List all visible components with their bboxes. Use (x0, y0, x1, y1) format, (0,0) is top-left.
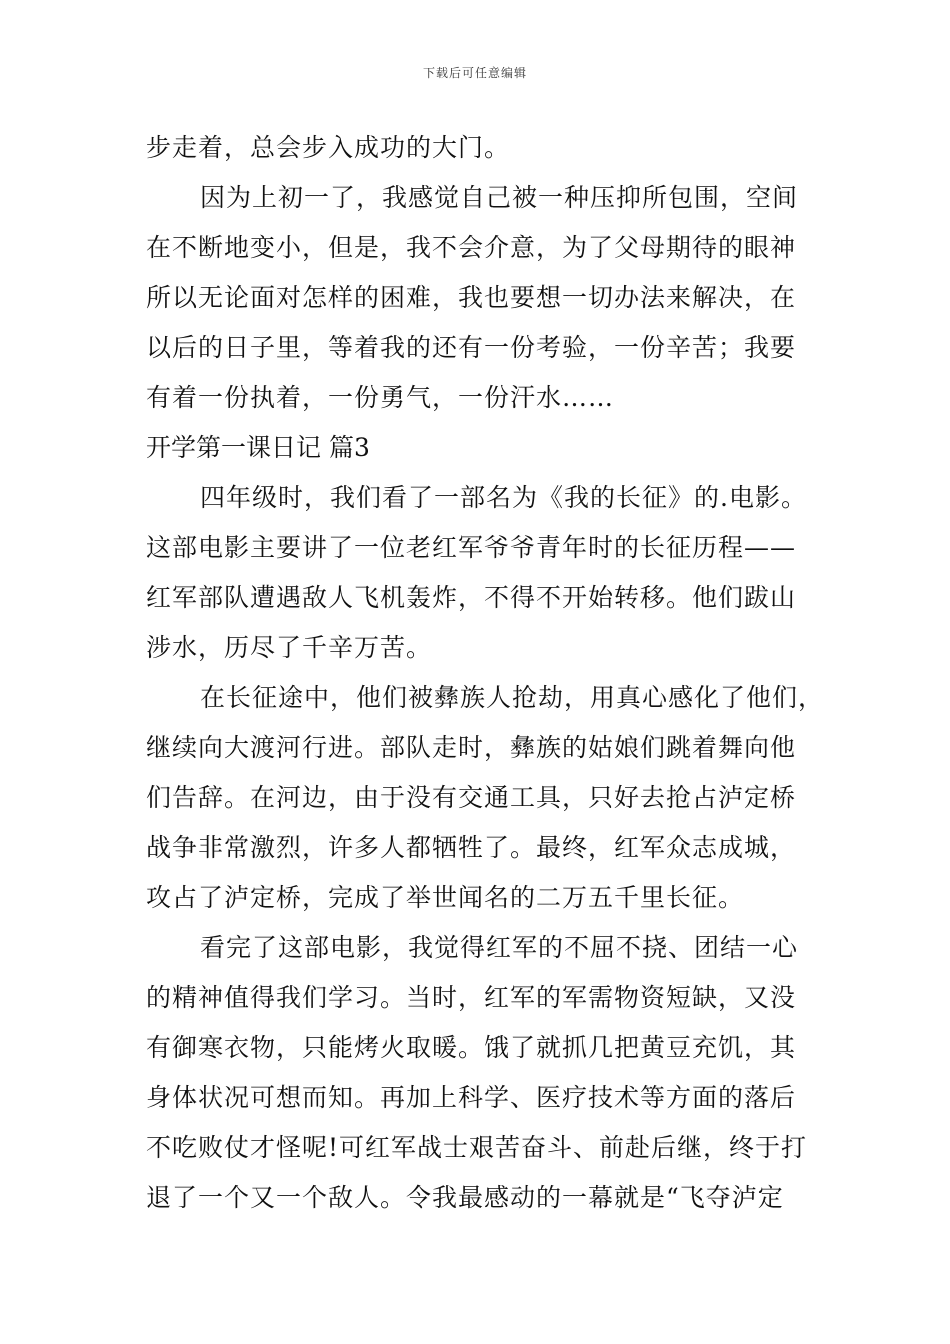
text-line: 红军部队遭遇敌人飞机轰炸，不得不开始转移。他们跋山 (146, 583, 797, 612)
paragraph-first-line: 在长征途中，他们被彝族人抢劫，用真心感化了他们， (200, 683, 825, 712)
paragraph-first-line: 因为上初一了，我感觉自己被一种压抑所包围，空间 (200, 183, 799, 212)
text-line: 继续向大渡河行进。部队走时，彝族的姑娘们跳着舞向他 (146, 733, 797, 762)
text-line: 涉水，历尽了千辛万苦。 (146, 633, 433, 662)
text-line: 不吃败仗才怪呢!可红军战士艰苦奋斗、前赴后继，终于打 (146, 1133, 808, 1162)
paragraph-first-line: 四年级时，我们看了一部名为《我的长征》的.电影。 (200, 483, 807, 512)
text-line: 在不断地变小，但是，我不会介意，为了父母期待的眼神 (146, 233, 797, 262)
text-line: 身体状况可想而知。再加上科学、医疗技术等方面的落后 (146, 1083, 797, 1112)
text-line: 有御寒衣物，只能烤火取暖。饿了就抓几把黄豆充饥，其 (146, 1033, 797, 1062)
page-header: 下载后可任意编辑 (422, 66, 527, 80)
section-heading: 开学第一课日记 篇3 (146, 433, 370, 462)
text-line: 的精神值得我们学习。当时，红军的军需物资短缺，又没 (146, 983, 797, 1012)
text-line: 步走着，总会步入成功的大门。 (146, 133, 511, 162)
text-line: 们告辞。在河边，由于没有交通工具，只好去抢占泸定桥 (146, 783, 797, 812)
paragraph-first-line: 看完了这部电影，我觉得红军的不屈不挠、团结一心 (200, 933, 799, 962)
text-line: 这部电影主要讲了一位老红军爷爷青年时的长征历程—— (146, 533, 797, 562)
text-line: 退了一个又一个敌人。令我最感动的一幕就是“飞夺泸定 (146, 1183, 784, 1212)
text-line: 战争非常激烈，许多人都牺牲了。最终，红军众志成城， (146, 833, 797, 862)
text-line: 有着一份执着，一份勇气，一份汗水…… (146, 383, 615, 412)
text-line: 以后的日子里，等着我的还有一份考验，一份辛苦；我要 (146, 333, 797, 362)
text-line: 攻占了泸定桥，完成了举世闻名的二万五千里长征。 (146, 883, 745, 912)
text-line: 所以无论面对怎样的困难，我也要想一切办法来解决，在 (146, 283, 797, 312)
